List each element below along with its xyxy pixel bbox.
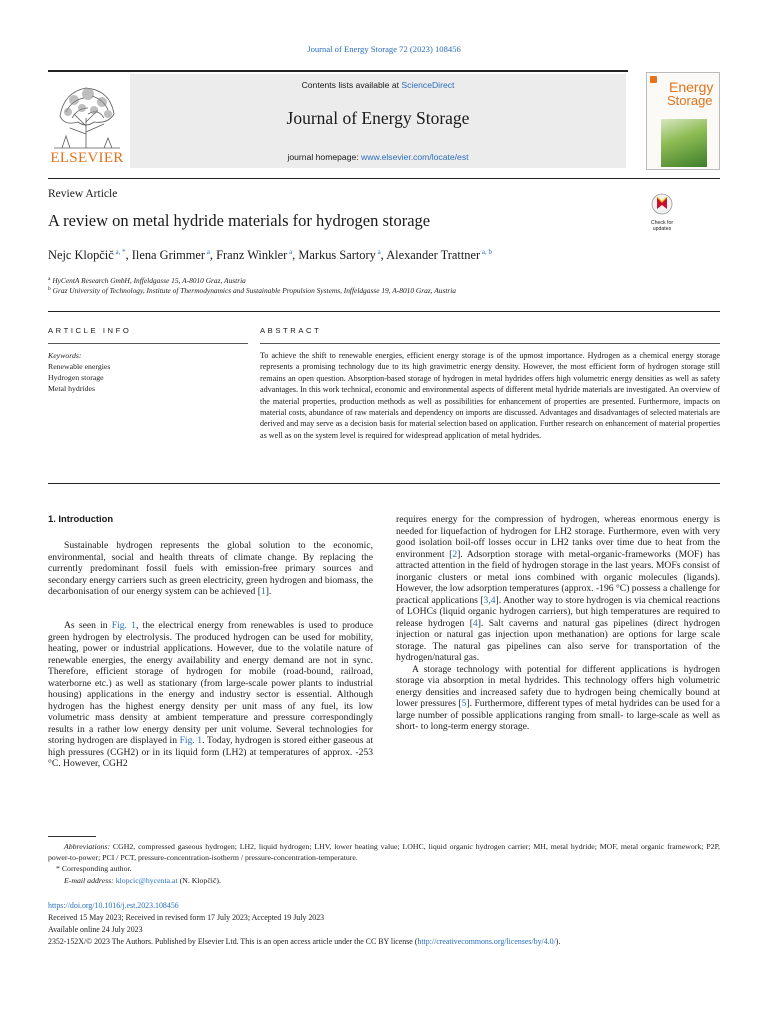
received-dates: Received 15 May 2023; Received in revised form 17 July 2023; Accepted 19 July 2023: [48, 913, 325, 922]
cover-logo-mark: [650, 76, 657, 83]
journal-cover-thumbnail: [646, 72, 720, 170]
abbreviations-footnote: [48, 841, 720, 863]
left-column-top: [48, 540, 373, 598]
section-heading-introduction: 1. Introduction: [48, 513, 114, 524]
paragraph-text: ]. Adsorption storage with metal-organic-frameworks (MOF) has attracted attention in the field of hydrogen storage in the last years. MOFs consist of inorganic clusters or metal ions combined with organic molecules (ligands). However, the low adsorption temperatures (approx. -196 °C) possess a challenge for practical applications [: [396, 548, 720, 606]
author-affiliation-mark[interactable]: a: [287, 248, 293, 256]
affiliation-b-mark: b: [48, 286, 51, 292]
corresponding-mark: *: [56, 864, 60, 874]
footnote-rule: [48, 836, 96, 837]
body-rule: [48, 483, 720, 484]
email-link[interactable]: klopcic@hycenta.at: [115, 875, 178, 885]
email-suffix: (N. Klopčič).: [177, 875, 221, 885]
paragraph-text: , the electrical energy from renewables is used to produce green hydrogen by electrolysis. The produced hydrogen can be used for mobility, heating, power or industrial applications. However, due to the volatile nature of renewable energies, the energy availability and energy demand are not in sync. Therefore, efficient storage of hydrogen for mobile (road-bound, railroad, waterborne etc.) as well as stationary (from large-scale power plants to industrial housing) applications in the energy and industry sector is essential. Although hydrogen has the highest energy density per unit mass of any fuel, its low volumetric mass density at ambient temperature and pressure correspondingly results in a rather low energy density per unit volume. Several technologies for storing hydrogen are displayed in: [48, 620, 373, 746]
contents-prefix: Contents lists available at: [301, 80, 402, 90]
article-type: Review Article: [48, 188, 118, 200]
journal-homepage-link[interactable]: www.elsevier.com/locate/est: [361, 152, 469, 162]
author-name: Markus Sartory: [298, 248, 376, 262]
journal-reference[interactable]: Journal of Energy Storage 72 (2023) 108456: [307, 44, 461, 54]
header-rule: [48, 178, 720, 179]
doi-link[interactable]: https://doi.org/10.1016/j.est.2023.108456: [48, 901, 179, 910]
citation-link[interactable]: 5: [461, 698, 467, 709]
license-prefix: 2352-152X/© 2023 The Authors. Published by Elsevier Ltd. This is an open access article under the CC BY license (: [48, 937, 418, 946]
elsevier-wordmark: ELSEVIER: [50, 150, 124, 166]
available-online: Available online 24 July 2023: [48, 925, 143, 934]
affiliation-a: [48, 276, 246, 285]
paragraph-3: [396, 514, 720, 664]
paragraph-text: As seen in: [64, 620, 112, 631]
paragraph-text: Sustainable hydrogen represents the global solution to the economic, environmental, social and health threats of climate change. By replacing the currently predominant fossil fuels with emission-free primary sources and secondary energy carriers such as green electricity, green hydrogen and biomass, the decarbonisation of our energy system can be achieved [: [48, 540, 373, 597]
sciencedirect-link[interactable]: ScienceDirect: [401, 80, 455, 90]
license-suffix: ).: [555, 937, 561, 946]
affiliation-b-text: Graz University of Technology, Institute of Thermodynamics and Sustainable Propulsion Systems, Inffeldgasse 19, A-8010 Graz, Austria: [52, 286, 456, 295]
keywords-block: [48, 350, 110, 394]
paragraph-text: ]. Another way to store hydrogen is via chemical reactions of LOHCs (liquid organic hydrogen carriers), but high temperatures are required to release hydrogen [: [396, 594, 720, 629]
keyword-item: Hydrogen storage: [48, 373, 104, 382]
affiliation-a-text: HyCentA Research GmbH, Inffeldgasse 15, A-8010 Graz, Austria: [52, 276, 246, 285]
article-title: A review on metal hydride materials for hydrogen storage: [48, 211, 431, 230]
abstract-subrule: [260, 343, 720, 344]
article-info-subrule: [48, 343, 248, 344]
author-list: [48, 248, 492, 263]
author-separator: ,: [209, 248, 217, 262]
citation-link[interactable]: Fig. 1: [111, 620, 136, 631]
author-separator: ,: [380, 248, 387, 262]
publication-info: [48, 900, 720, 948]
corresponding-text: Corresponding author.: [61, 864, 132, 874]
paragraph-1: [48, 540, 373, 598]
paragraph-text: requires energy for the compression of hydrogen, whereas enormous energy is needed for liquefaction of hydrogen for LH2 storage. Furthermore, even with very good isolation boil-off losses occur in LH2 tanks over time due to heat from the environment [: [396, 514, 720, 560]
cover-photo: [661, 119, 707, 167]
author-separator: ,: [125, 248, 132, 262]
license-line: [48, 936, 720, 948]
abstract-heading: ABSTRACT: [260, 326, 322, 335]
paragraph-2: [48, 620, 373, 770]
citation-link[interactable]: 2: [452, 548, 458, 560]
author-name: Ilena Grimmer: [131, 248, 206, 262]
corresponding-author-footnote: [48, 863, 720, 874]
citation-link[interactable]: 3,4: [483, 594, 496, 606]
citation-link[interactable]: 1: [260, 586, 266, 597]
abbreviations-label: Abbreviations:: [64, 842, 111, 851]
journal-title: Journal of Energy Storage: [286, 108, 470, 128]
paragraph-text: . Today, hydrogen is stored either gaseous at high pressures (CGH2) or in its liquid form (LH2) at temperatures of approx. -253 °C. However, CGH2: [48, 735, 373, 769]
citation-link[interactable]: Fig. 1: [179, 735, 203, 746]
author-affiliation-mark[interactable]: a, b: [480, 248, 492, 256]
author-affiliation-mark[interactable]: a: [205, 248, 210, 256]
license-link[interactable]: http://creativecommons.org/licenses/by/4.0/: [417, 937, 556, 946]
paragraph-text: A storage technology with potential for different applications is hydrogen storage via absorption in metal hydrides. This technology offers high volumetric energy densities and increased safety due to hydrogen being chemically bound at lower pressures [: [396, 663, 720, 709]
crossmark-text-2: updates: [652, 226, 672, 232]
author-name: Alexander Trattner: [386, 248, 481, 262]
abbreviations-text: CGH2, compressed gaseous hydrogen; LH2, liquid hydrogen; LHV, lower heating value; LOHC, liquid organic hydrogen carrier; MH, metal hydride; MOF, metal organic framework; P2P, power-to-power; PCI / PCT, pressure-concentration-isotherm / pressure-concentration-temperature.: [48, 842, 720, 863]
paragraph-text: ]. Salt caverns and natural gas pipelines (direct hydrogen injection or natural gas injection upon methanation) are options for large scale storage. The natural gas pipelines can also serve for transportation of the hydrogen/natural gas.: [396, 617, 720, 663]
keyword-item: Renewable energies: [48, 362, 111, 371]
abstract-text: To achieve the shift to renewable energies, efficient energy storage is of the upmost importance. Hydrogen as a chemical energy storage represents a promising technology due to its high gravimetric energy density. However, the most efficient form of hydrogen storage still remains an open question. Absorption-based storage of hydrogen in metal hydrides offers high volumetric energy densities as well as safety advantages. In this work technical, economic and environmental aspects of different metal hydride materials are investigated. An overview of the material properties, production methods as well as possibilities for enhancement of properties are presented. Furthermore, impacts on material costs, abundance of raw materials and dependency on imports are discussed. Advantages and disadvantages of selected materials are derived and may serve as a decision basis for material selection based on application. Further research on enhancement of material properties as well as on the system level is required for widespread application of metal hydrides.: [260, 351, 720, 440]
journal-homepage-line: [130, 152, 626, 162]
paragraph-4: [396, 664, 720, 733]
affiliation-b: [48, 286, 456, 295]
author-affiliation-mark[interactable]: a: [375, 248, 381, 256]
cover-title-storage: Storage: [667, 93, 713, 108]
check-for-updates-badge[interactable]: [648, 193, 676, 232]
author-affiliation-mark[interactable]: a, *: [113, 248, 126, 256]
keyword-item: Metal hydrides: [48, 384, 95, 393]
author-separator: ,: [292, 248, 299, 262]
right-column: [396, 514, 720, 733]
paragraph-text: ]. Furthermore, different types of metal hydrides can be used for a large number of possible applications ranging from small- to large-scale as well as short- to long-term energy storage.: [396, 698, 721, 732]
author-name: Franz Winkler: [216, 248, 288, 262]
email-label: E-mail address:: [64, 875, 114, 885]
keywords-label: Keywords:: [48, 351, 82, 360]
paragraph-text: ].: [265, 586, 272, 597]
email-footnote: [48, 875, 720, 886]
left-column-bottom: [48, 620, 373, 770]
article-info-heading: ARTICLE INFO: [48, 326, 132, 335]
author-name: Nejc Klopčič: [48, 248, 114, 262]
article-info-rule: [48, 311, 720, 312]
crossmark-text-1: Check for: [650, 220, 674, 226]
cover-title-energy: Energy: [669, 79, 714, 95]
contents-line: [130, 80, 626, 90]
affiliation-a-mark: a: [48, 276, 51, 282]
crossmark-icon: [648, 193, 676, 215]
citation-link[interactable]: 4: [472, 617, 478, 629]
homepage-label: journal homepage:: [287, 152, 362, 162]
footnotes: [48, 841, 720, 886]
